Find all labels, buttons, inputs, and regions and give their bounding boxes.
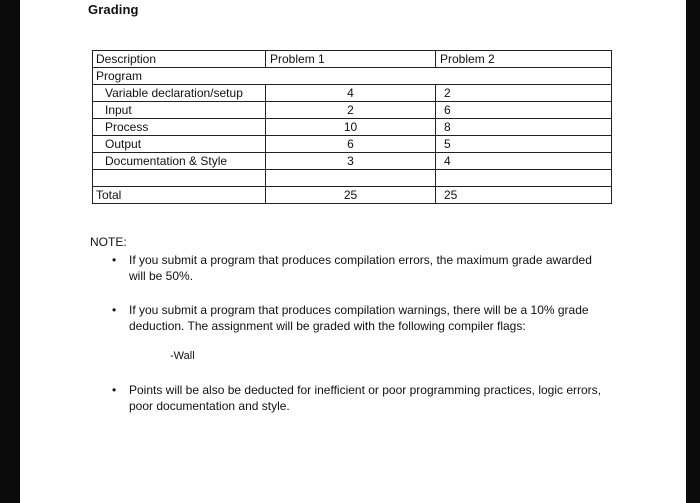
total-problem-2: 25: [436, 187, 612, 204]
total-label: Total: [93, 187, 266, 204]
row-problem-1-value: 4: [266, 85, 436, 102]
table-row: [93, 136, 612, 153]
empty-cell: [436, 170, 612, 187]
note-label: NOTE:: [90, 235, 127, 249]
bullet-icon: •: [112, 253, 117, 267]
empty-cell: [266, 170, 436, 187]
table-row: [93, 85, 612, 102]
row-problem-1-value: 3: [266, 153, 436, 170]
table-row: [93, 153, 612, 170]
compiler-flag: -Wall: [170, 350, 195, 362]
grading-table: [92, 50, 612, 204]
table-row-section: [93, 68, 612, 85]
bullet-text: If you submit a program that produces compilation warnings, there will be a 10% grade deduction. The assignment will be graded with the following compiler flags:: [129, 303, 589, 333]
left-frame-border: [0, 0, 20, 503]
row-problem-1-value: 2: [266, 102, 436, 119]
row-label: Input: [93, 102, 266, 119]
row-label: Variable declaration/setup: [93, 85, 266, 102]
empty-cell: [93, 170, 266, 187]
table-row-empty: [93, 170, 612, 187]
table-row: [93, 102, 612, 119]
header-problem-1: Problem 1: [266, 51, 436, 68]
table-header-row: [93, 51, 612, 68]
total-problem-1: 25: [266, 187, 436, 204]
row-problem-2-value: 2: [436, 85, 612, 102]
bullet-text: Points will be also be deducted for inefficient or poor programming practices, logic errors, poor documentation and style.: [129, 383, 602, 413]
table-row: [93, 119, 612, 136]
row-problem-1-value: 10: [266, 119, 436, 136]
right-frame-border: [686, 0, 700, 503]
header-problem-2: Problem 2: [436, 51, 612, 68]
row-problem-2-value: 4: [436, 153, 612, 170]
bullet-icon: •: [112, 303, 117, 317]
row-problem-2-value: 5: [436, 136, 612, 153]
bullet-text: If you submit a program that produces compilation errors, the maximum grade awarded will be 50%.: [129, 253, 592, 283]
bullet-icon: •: [112, 383, 117, 397]
header-description: Description: [93, 51, 266, 68]
row-problem-2-value: 8: [436, 119, 612, 136]
section-label: Program: [93, 68, 612, 85]
row-label: Output: [93, 136, 266, 153]
row-problem-2-value: 6: [436, 102, 612, 119]
table-row-total: [93, 187, 612, 204]
row-label: Documentation & Style: [93, 153, 266, 170]
page-title: Grading: [88, 2, 139, 17]
row-label: Process: [93, 119, 266, 136]
row-problem-1-value: 6: [266, 136, 436, 153]
